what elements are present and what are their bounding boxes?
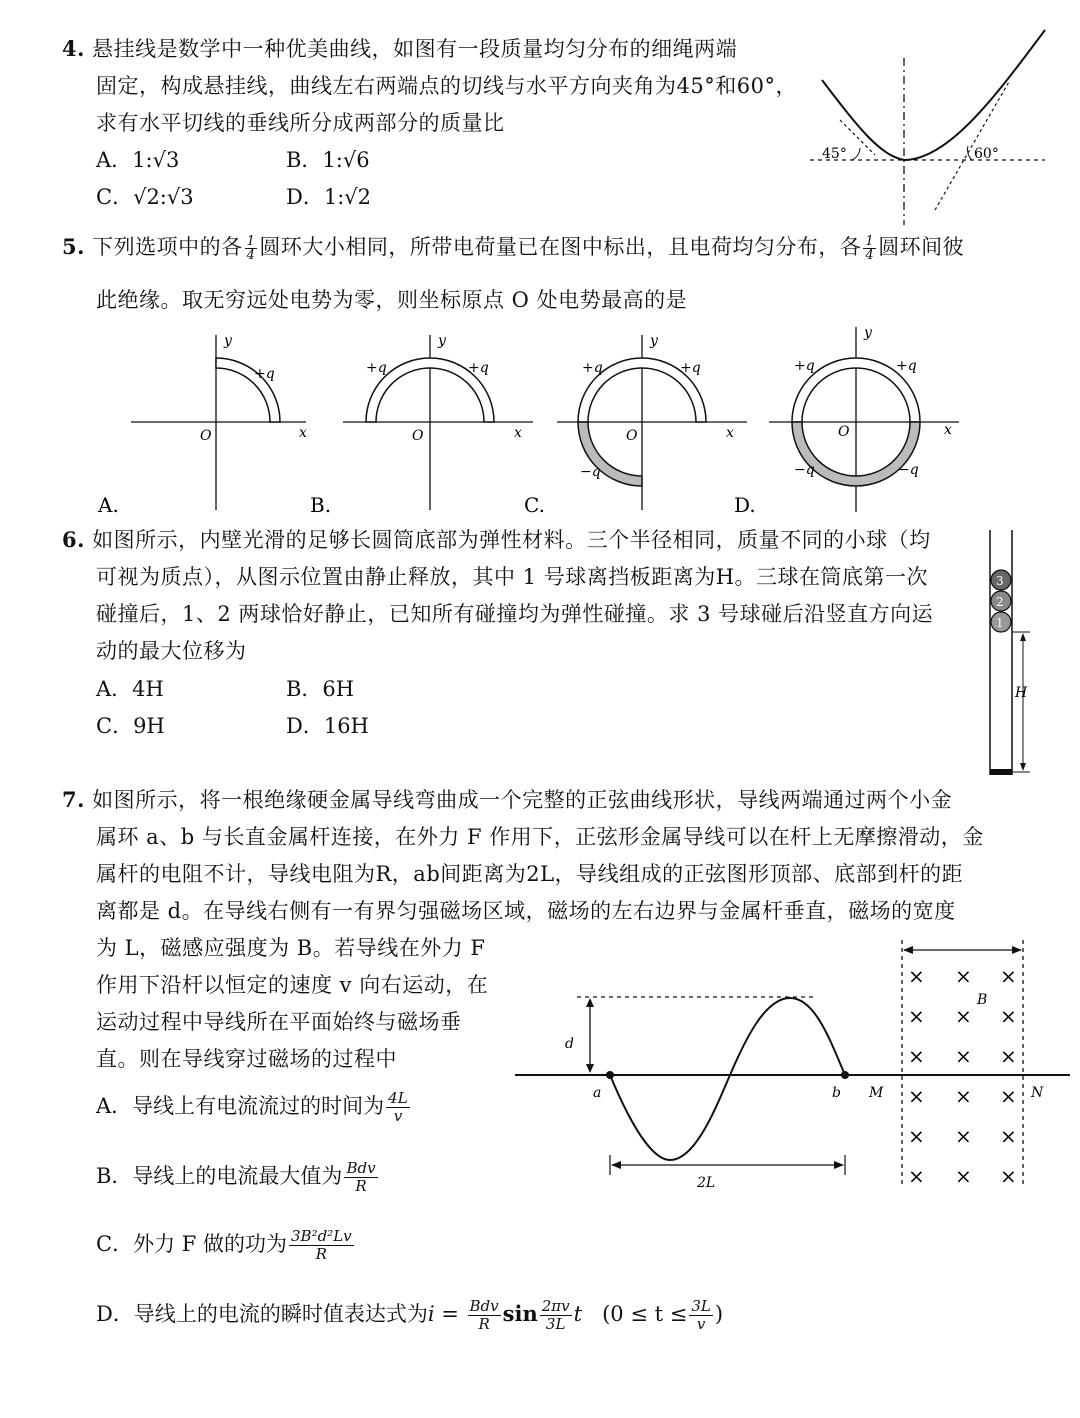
svg-text:x: x	[944, 422, 952, 438]
q6-tube-figure	[980, 525, 1060, 780]
q7-label-n: N	[1031, 1085, 1044, 1101]
q6-text: 如图所示，内壁光滑的足够长圆筒底部为弹性材料。三个半径相同，质量不同的小球（均	[92, 528, 931, 552]
q5-figure-b[interactable]	[308, 330, 538, 520]
q5-option-c-label: C.	[524, 493, 545, 517]
q5-d-charge-ul: +q	[794, 358, 815, 374]
q7-line-5: 为 L，磁感应强度为 B。若导线在外力 F	[96, 936, 486, 960]
svg-text:×: ×	[1000, 1044, 1017, 1068]
q5-fraction-1: $\frac{1}{4}$	[246, 234, 256, 263]
svg-text:×: ×	[1000, 1124, 1017, 1148]
q4-angle-left-label: 45°	[822, 146, 847, 162]
svg-text:O: O	[200, 428, 212, 444]
q5-c-charge-neg: −q	[580, 464, 601, 480]
q7-label-2l: 2L	[697, 1175, 716, 1191]
q5-text-c: 圆环间彼	[878, 235, 965, 259]
q7-option-a[interactable]: A．导线上有电流流过的时间为 $\frac{4L}{v}$	[96, 1089, 408, 1125]
q5-figure-a[interactable]	[96, 330, 316, 520]
q4-line-1	[62, 34, 737, 64]
svg-text:×: ×	[955, 1044, 972, 1068]
svg-text:×: ×	[1000, 964, 1017, 988]
q4-catenary-figure	[800, 20, 1060, 230]
svg-text:×: ×	[908, 964, 925, 988]
svg-text:O: O	[626, 428, 638, 444]
q7-line-2: 属环 a、b 与长直金属杆连接，在外力 F 作用下，正弦形金属导线可以在杆上无摩擦滑动，金	[96, 825, 984, 849]
q7-line-1	[62, 785, 952, 815]
q4-line-2: 固定，构成悬挂线，曲线左右两端点的切线与水平方向夹角为45°和60°，	[96, 74, 797, 98]
svg-text:3: 3	[996, 574, 1004, 588]
q5-a-charge: +q	[254, 366, 275, 382]
q4-line-3: 求有水平切线的垂线所分成两部分的质量比	[96, 111, 505, 135]
q5-fraction-2: $\frac{1}{4}$	[865, 234, 875, 263]
q4-option-b[interactable]: B．1:√6	[286, 148, 370, 172]
q5-option-d-label: D.	[734, 493, 756, 517]
svg-text:O: O	[838, 424, 850, 440]
q4-option-c[interactable]: C．√2:√3	[96, 185, 194, 209]
q5-text-a: 下列选项中的各	[92, 235, 243, 259]
svg-text:×: ×	[908, 1084, 925, 1108]
q6-line-3: 碰撞后，1、2 两球恰好静止，已知所有碰撞均为弹性碰撞。求 3 号球碰后沿竖直方向运	[96, 602, 934, 626]
svg-text:×: ×	[955, 1004, 972, 1028]
q5-b-charge-right: +q	[468, 360, 489, 376]
svg-text:y: y	[650, 333, 658, 349]
q4-angle-right-label: 60°	[974, 146, 999, 162]
q5-line-1	[62, 232, 964, 262]
svg-text:y: y	[224, 333, 232, 349]
q4-text: 悬挂线是数学中一种优美曲线，如图有一段质量均匀分布的细绳两端	[92, 37, 738, 61]
q5-c-charge-left: +q	[582, 360, 603, 376]
q6-number: 6.	[62, 527, 85, 552]
q7-label-a: a	[593, 1085, 602, 1101]
q7-ring-b	[841, 1071, 849, 1079]
svg-text:x: x	[514, 425, 522, 441]
q5-option-b-label: B.	[310, 493, 332, 517]
q7-option-c[interactable]: C．外力 F 做的功为 $\frac{\text{3B²d²Lv}}{R}$	[96, 1227, 352, 1263]
svg-text:×: ×	[908, 1004, 925, 1028]
q6-line-4: 动的最大位移为	[96, 639, 247, 663]
svg-text:×: ×	[1000, 1004, 1017, 1028]
svg-text:x: x	[726, 425, 734, 441]
q5-figure-d[interactable]	[734, 322, 974, 520]
q7-label-d: d	[565, 1036, 574, 1052]
q5-figure-c[interactable]	[522, 330, 752, 520]
q7-option-b[interactable]: B．导线上的电流最大值为 $\frac{\text{Bdv}}{R}$	[96, 1159, 376, 1195]
q6-option-b[interactable]: B．6H	[286, 677, 355, 701]
q7-label-m: M	[869, 1085, 884, 1101]
svg-text:×: ×	[1000, 1164, 1017, 1188]
svg-text:1: 1	[996, 616, 1004, 630]
q7-line-8: 直。则在导线穿过磁场的过程中	[96, 1047, 397, 1071]
q4-number: 4.	[62, 36, 85, 61]
svg-text:x: x	[299, 425, 307, 441]
q6-height-label: H	[1015, 685, 1028, 701]
q7-number: 7.	[62, 787, 85, 812]
q6-option-c[interactable]: C．9H	[96, 714, 165, 738]
svg-text:y: y	[864, 325, 872, 341]
q4-option-d[interactable]: D．1:√2	[286, 185, 372, 209]
q7-line-4: 离都是 d。在导线右侧有一有界匀强磁场区域，磁场的左右边界与金属杆垂直，磁场的宽度	[96, 899, 956, 923]
q7-ring-a	[606, 1071, 614, 1079]
q7-label-b-field: B	[977, 992, 988, 1008]
q5-d-charge-ll: −q	[794, 462, 815, 478]
svg-text:×: ×	[955, 1084, 972, 1108]
q5-option-a-label: A.	[98, 493, 119, 517]
q7-option-d[interactable]: D．导线上的电流的瞬时值表达式为i = $\frac{\text{Bdv}}{R}$ sin $\frac{2\pi v}{3L}$ t (0 ≤ t ≤ $\frac{3L}{v}$ )	[96, 1297, 724, 1333]
q7-text: 如图所示，将一根绝缘硬金属导线弯曲成一个完整的正弦曲线形状，导线两端通过两个小金	[92, 788, 953, 812]
q6-option-d[interactable]: D．16H	[286, 714, 369, 738]
q5-number: 5.	[62, 234, 85, 259]
svg-text:2: 2	[996, 595, 1004, 609]
svg-text:×: ×	[955, 964, 972, 988]
svg-text:×: ×	[908, 1124, 925, 1148]
svg-text:y: y	[438, 333, 446, 349]
q5-c-charge-right: +q	[680, 360, 701, 376]
q5-line-2: 此绝缘。取无穷远处电势为零，则坐标原点 O 处电势最高的是	[96, 288, 688, 312]
q7-line-6: 作用下沿杆以恒定的速度 v 向右运动，在	[96, 973, 489, 997]
svg-text:×: ×	[908, 1164, 925, 1188]
q6-line-1	[62, 525, 931, 555]
q6-option-a[interactable]: A．4H	[96, 677, 164, 701]
svg-text:×: ×	[955, 1164, 972, 1188]
q7-line-3: 属杆的电阻不计，导线电阻为R，ab间距离为2L，导线组成的正弦图形顶部、底部到杆的距	[96, 862, 964, 886]
svg-text:×: ×	[955, 1124, 972, 1148]
q7-sine-figure	[515, 940, 1075, 1200]
q7-line-7: 运动过程中导线所在平面始终与磁场垂	[96, 1010, 462, 1034]
q5-text-b: 圆环大小相同，所带电荷量已在图中标出，且电荷均匀分布，各	[259, 235, 862, 259]
q5-d-charge-ur: +q	[896, 358, 917, 374]
q5-d-charge-lr: −q	[898, 462, 919, 478]
svg-text:×: ×	[908, 1044, 925, 1068]
q4-option-a[interactable]: A．1:√3	[96, 148, 180, 172]
q6-line-2: 可视为质点），从图示位置由静止释放，其中 1 号球离挡板距离为H。三球在筒底第一次	[96, 565, 929, 589]
svg-text:O: O	[412, 428, 424, 444]
svg-text:×: ×	[1000, 1084, 1017, 1108]
q7-label-b: b	[832, 1085, 841, 1101]
q5-b-charge-left: +q	[366, 360, 387, 376]
